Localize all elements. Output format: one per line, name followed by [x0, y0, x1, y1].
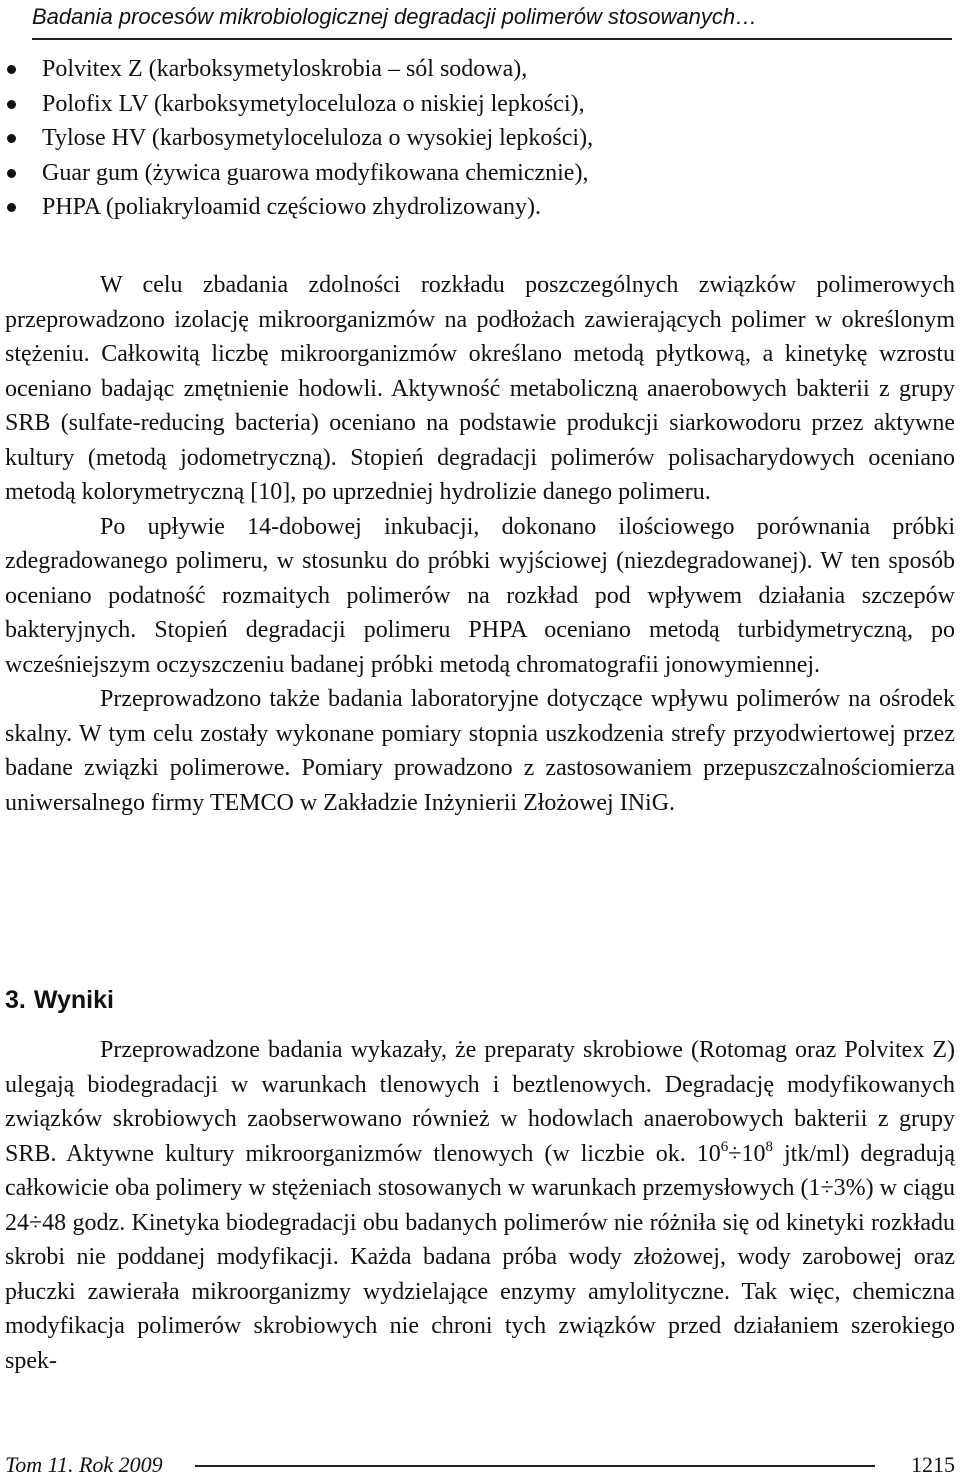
paragraph: Przeprowadzono także badania laboratoryjne dotyczące wpływu polimerów na ośrodek skalny. W tym celu zostały wykonane pomiary stopnia uszkodzenia strefy przyodwiertowej przez badane związki polimerowe. Pomiary prowadzono z zastosowaniem przepuszczalnościomierza uniwersalnego firmy TEMCO w Zakładzie Inżynierii Złożowej INiG.	[5, 686, 955, 816]
results-text-part: jtk/ml) degradują całkowicie oba polimery w stężeniach stosowanych w warunkach przemysłowych (1÷3%) w ciągu 24÷48 godz. Kinetyka biodegradacji obu badanych polimerów nie różniła się od kinetyki rozkładu skrobi nie poddanej modyfikacji. Każda badana próba wody złożowej, wody zarobowej oraz płuczki zawierała mikroorganizmy wydzielające enzymy amylolityczne. Tak więc, chemiczna modyfikacja polimerów skrobiowych nie chroni tych związków przed działaniem szerokiego spek-	[5, 1140, 955, 1374]
list-item-text: Polvitex Z (karboksymetyloskrobia – sól sodowa),	[42, 56, 528, 82]
polymer-list	[0, 52, 960, 225]
page-footer	[5, 1452, 955, 1478]
superscript: 6	[720, 1138, 729, 1155]
bullet-icon	[7, 169, 16, 178]
bullet-icon	[7, 203, 16, 212]
bullet-icon	[7, 100, 16, 109]
list-item	[0, 52, 960, 87]
footer-rule	[195, 1465, 875, 1467]
section-title: Wyniki	[33, 986, 114, 1014]
paragraph: Po upływie 14-dobowej inkubacji, dokonano ilościowego porównania próbki zdegradowanego polimeru, w stosunku do próbki wyjściowej (niezdegradowanej). W ten sposób oceniano podatność rozmaitych polimerów na rozkład pod wpływem działania szczepów bakteryjnych. Stopień degradacji polimeru PHPA oceniano metodą turbidymetryczną, po wcześniejszym oczyszczeniu badanej próbki metodą chromatografii jonowymiennej.	[5, 513, 955, 678]
list-item	[0, 190, 960, 225]
list-item	[0, 121, 960, 156]
list-item-text: Guar gum (żywica guarowa modyfikowana chemicznie),	[42, 159, 589, 186]
list-item-text: Tylose HV (karbosymetyloceluloza o wysokiej lepkości),	[42, 125, 594, 151]
range-separator: ÷10	[728, 1140, 766, 1167]
paragraph	[5, 1033, 955, 1378]
results-text	[5, 1033, 955, 1378]
paragraph: W celu zbadania zdolności rozkładu poszczególnych związków polimerowych przeprowadzono izolację mikroorganizmów na podłożach zawierających polimer w określonym stężeniu. Całkowitą liczbę mikroorganizmów określano metodą płytkową, a kinetykę wzrostu oceniano badając zmętnienie hodowli. Aktywność metaboliczną anaerobowych bakterii z grupy SRB (sulfate-reducing bacteria) oceniano na podstawie produkcji siarkowodoru przez aktywne kultury (metodą jodometryczną). Stopień degradacji polimerów polisacharydowych oceniano metodą kolorymetryczną [10], po uprzedniej hydrolizie danego polimeru.	[5, 272, 955, 505]
section-heading	[5, 983, 114, 1017]
list-item-text: PHPA (poliakryloamid częściowo zhydrolizowany).	[42, 194, 542, 220]
bullet-icon	[7, 134, 16, 143]
journal-volume: Tom 11. Rok 2009	[5, 1452, 169, 1478]
superscript: 8	[765, 1138, 773, 1155]
results-text-part: Przeprowadzone badania wykazały, że preparaty skrobiowe (Rotomag oraz Polvitex Z) ulegają biodegradacji w warunkach tlenowych i beztlenowych. Degradację modyfikowanych związków skrobiowych zaobserwowano również w hodowlach anaerobowych bakterii z grupy SRB. Aktywne kultury mikroorganizmów tlenowych (w liczbie ok. 10	[5, 1037, 955, 1167]
page-number: 1215	[905, 1452, 955, 1478]
running-head: Badania procesów mikrobiologicznej degradacji polimerów stosowanych…	[32, 0, 952, 40]
bullet-icon	[7, 65, 16, 74]
methods-text	[5, 268, 955, 820]
list-item	[0, 87, 960, 122]
section-number: 3.	[5, 986, 26, 1014]
list-item	[0, 156, 960, 191]
list-item-text: Polofix LV (karboksymetyloceluloza o niskiej lepkości),	[42, 90, 585, 117]
